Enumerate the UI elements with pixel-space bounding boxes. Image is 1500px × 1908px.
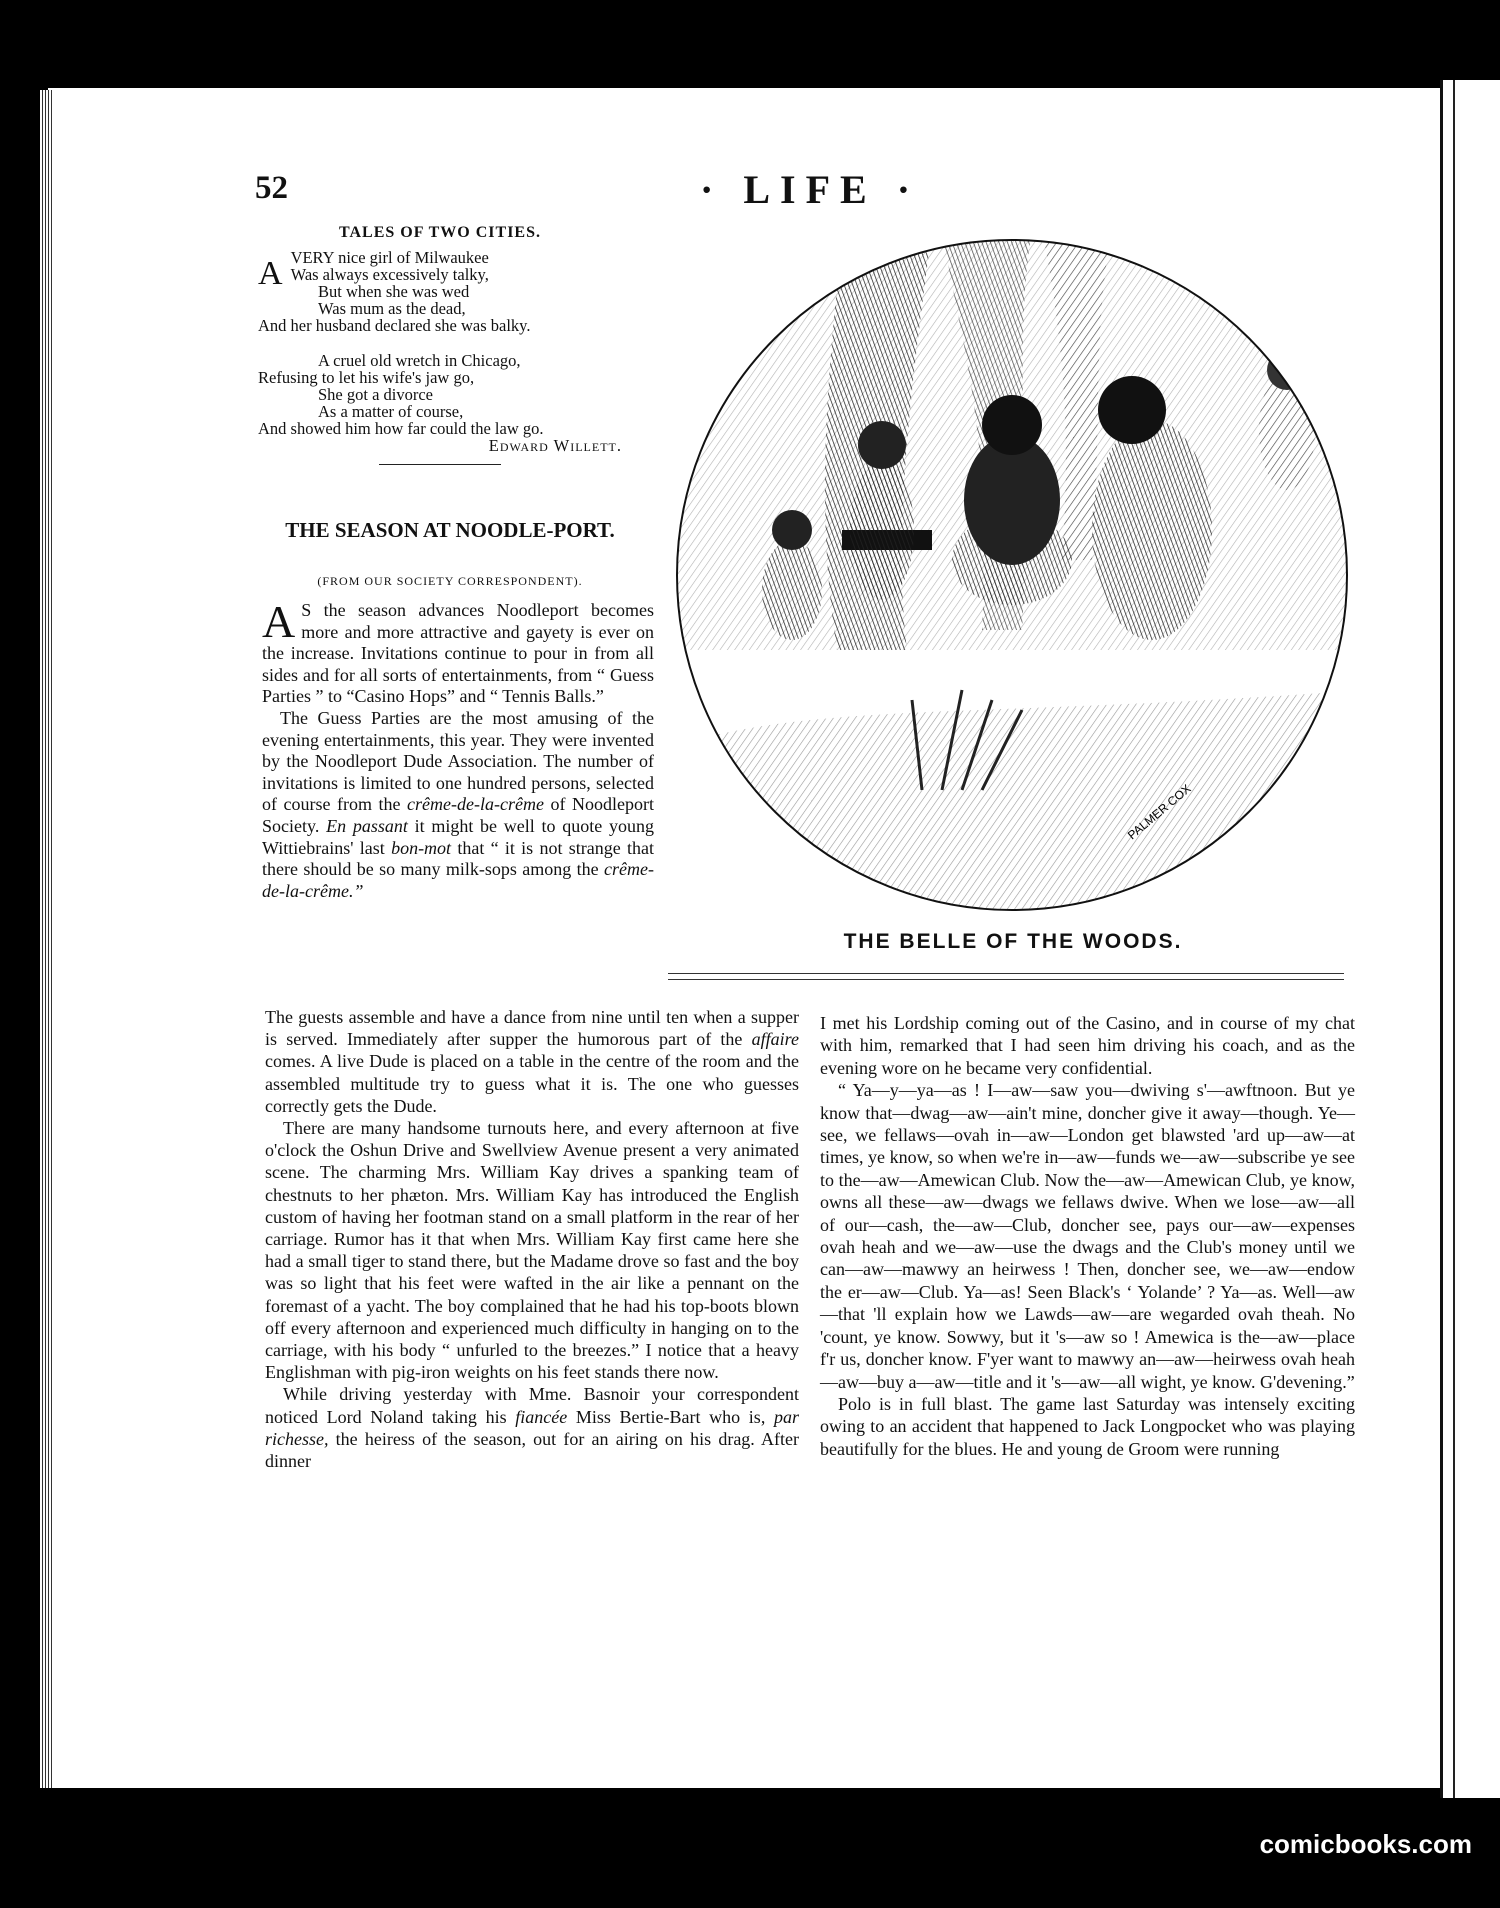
paragraph: “ Ya—y—ya—as ! I—aw—saw you—dwiving s'—awftnoon. But ye know that—dwag—aw—ain't mine, doncher give it away—though. Ye—see, we fellaws—ovah in—aw—London get blawsted 'ard up—aw—at times, ye know, so when we're in—aw—funds we—aw—subscribe ye see to the—aw—Amewican Club. Now the—aw—Amewican Club, ye know, owns all these—aw—dwags we fellaws dwive. When we lose—aw—all of our—cash, the—aw—Club, doncher see, pays our—aw—expenses ovah heah and we—aw—use the dwags and the Club's money until we can—aw—mawwy an heirwess ! Then, doncher see, we—aw—endow the er—aw—Club. Ya—as! Seen Black's ‘ Yolande’ ? Ya—as. Well—aw—that 'll explain how we Lawds—aw—are wegarded ovah theah. No 'count, ye know. Sowwy, but it 's—aw so ! Amewica is the—aw—place f'r us, doncher know. F'yer want to mawwy an—aw—heirwess ovah heah—aw—buy a—aw—title and it 's—aw—all wight, ye know. G'devening.” — [820, 1080, 1355, 1392]
drop-cap: A — [262, 596, 296, 647]
paragraph: The guests assemble and have a dance from nine until ten when a supper is served. Immediately after supper the humorous part of the affaire comes. A live Dude is placed on a table in the centre of the room and the assembled multitude try to guess what it is. The one who guesses correctly gets the Dude. — [265, 1007, 799, 1116]
paragraph: A S the season advances Noodleport becomes more and more attractive and gayety is ever on the increase. Invitations continue to pour in from all sides and for all sorts of entertainments, from “ Guess Parties ” to “Casino Hops” and “ Tennis Balls.” — [262, 596, 654, 707]
paragraph: The Guess Parties are the most amusing of the evening entertainments, this year. They were invented by the Noodleport Dude Association. The number of invitations is limited to one hundred persons, selected of course from the crême-de-la-crême of Noodleport Society. En passant it might be well to quote young Wittiebrains' last bon-mot that “ it is not strange that there should be so many milk-sops among the crême-de-la-crême.” — [262, 707, 654, 901]
poem-line: And her husband declared she was balky. — [258, 316, 531, 335]
poem-initial: A — [258, 255, 283, 292]
paragraph: There are many handsome turnouts here, and every afternoon at five o'clock the Oshun Drive and Swellview Avenue present a very animated scene. The charming Mrs. William Kay drives a spanking team of chestnuts to her phæton. Mrs. William Kay has introduced the English custom of having her footman stand on a small platform in the rear of her carriage. Rumor has it that when Mrs. William Kay first came here she had a small tiger to stand there, but the Madame drove so fast and the boy was so light that his feet were wafted in the air like a pennant on the foremast of a yacht. The boy complained that he had his top-boots blown off every afternoon and experienced much difficulty in hanging on to the carriage, with his body “ unfurled to the breezes.” I notice that a heavy Englishman with pig-iron weights on his feet stands there now. — [265, 1118, 799, 1383]
masthead: · LIFE · — [700, 167, 921, 212]
paragraph: I met his Lordship coming out of the Casino, and in course of my chat with him, remarked that I had seen him driving his coach, and as the evening wore on he became very confidential. — [820, 1013, 1355, 1078]
poem-line: She got a divorce — [318, 385, 434, 404]
facing-page-edge — [1440, 80, 1500, 1798]
article-column-left — [262, 596, 654, 902]
poem-title: TALES OF TWO CITIES. — [339, 224, 541, 241]
page-number: 52 — [255, 170, 288, 206]
poem-line: VERY nice girl of Milwaukee — [290, 248, 489, 267]
page-binding — [40, 90, 54, 1788]
poem-line: But when she was wed — [318, 282, 470, 301]
watermark: comicbooks.com — [1259, 1829, 1472, 1859]
article-column-bottom-left — [265, 1006, 799, 1472]
poem — [258, 224, 622, 465]
paragraph: While driving yesterday with Mme. Basnoir your correspondent noticed Lord Noland taking his fiancée Miss Bertie-Bart who is, par richesse, the heiress of the season, out for an airing on his drag. After dinner — [265, 1384, 799, 1472]
paragraph: Polo is in full blast. The game last Saturday was intensely exciting owing to an accident that happened to Jack Longpocket who was playing beautifully for the blues. He and young de Groom were running — [820, 1393, 1355, 1459]
illustration-caption: THE BELLE OF THE WOODS. — [843, 930, 1183, 953]
poem-line: Was always excessively talky, — [290, 265, 489, 284]
article-column-right — [820, 1012, 1355, 1460]
poem-line: A cruel old wretch in Chicago, — [318, 351, 521, 370]
article-subtitle: (FROM OUR SOCIETY CORRESPONDENT). — [317, 574, 583, 588]
poem-line: And showed him how far could the law go. — [258, 419, 544, 438]
bears-illustration — [662, 230, 1364, 930]
section-divider — [379, 464, 501, 465]
poem-author: Edward Willett. — [488, 436, 622, 455]
caption-rule — [668, 973, 1344, 980]
article-title: THE SEASON AT NOODLE-PORT. — [285, 518, 615, 542]
poem-line: Refusing to let his wife's jaw go, — [258, 368, 475, 387]
poem-line: Was mum as the dead, — [318, 299, 466, 318]
poem-line: As a matter of course, — [318, 402, 464, 421]
artist-signature: PALMER COX — [1124, 781, 1194, 843]
